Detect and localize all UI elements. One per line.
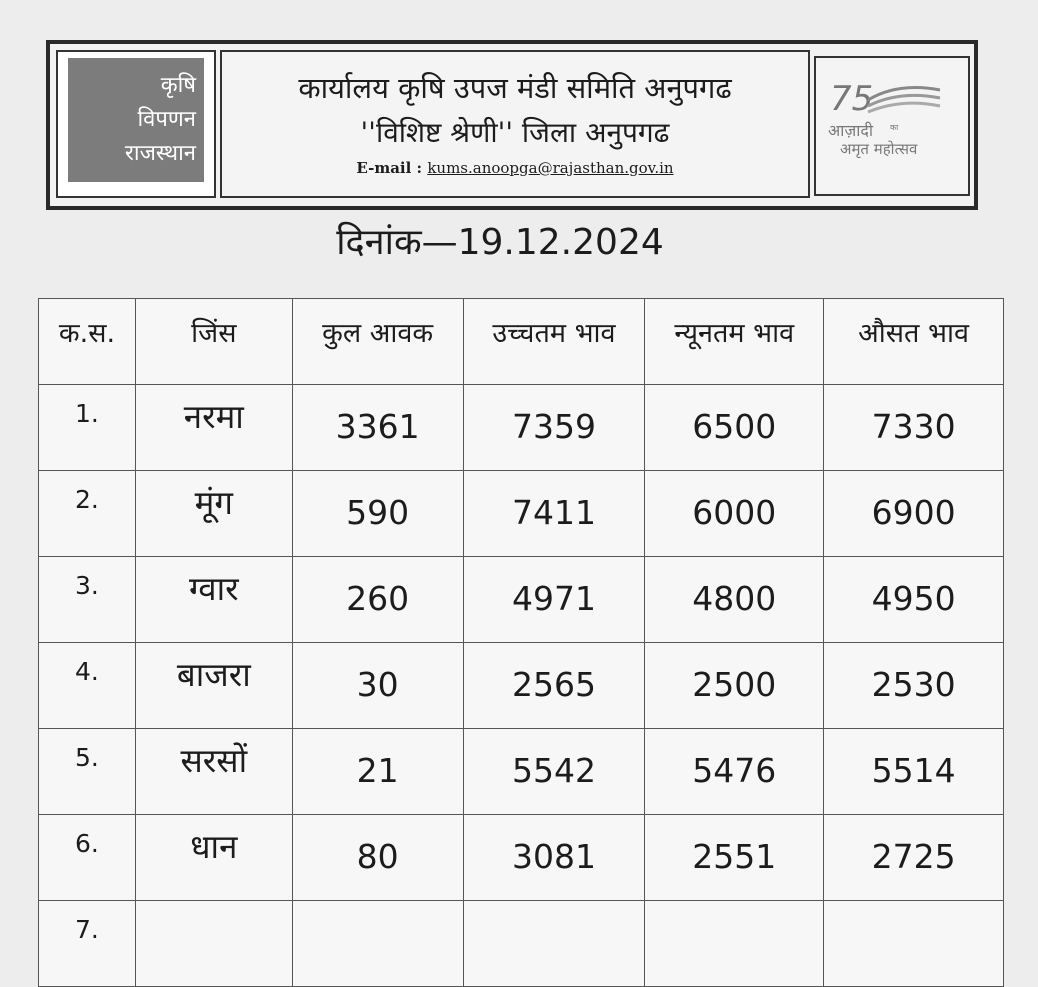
commodity-cell: बाजरा: [135, 643, 292, 729]
commodity-cell: धान: [135, 815, 292, 901]
arrival-cell: 260: [292, 557, 463, 643]
mandi-price-table: [38, 298, 1004, 987]
table-row: [39, 385, 1004, 471]
email-line: [222, 159, 808, 177]
office-title: कार्यालय कृषि उपज मंडी समिति अनुपगढ: [298, 71, 732, 105]
min-price-cell: 2500: [645, 643, 824, 729]
avg-price-cell: [824, 901, 1004, 987]
min-price-cell: 4800: [645, 557, 824, 643]
avg-price-cell: 6900: [824, 471, 1004, 557]
serial-cell: 5.: [39, 729, 136, 815]
svg-text:आज़ादी: आज़ादी: [828, 121, 874, 140]
min-price-cell: 6500: [645, 385, 824, 471]
svg-text:का: का: [890, 123, 899, 132]
commodity-cell: ग्वार: [135, 557, 292, 643]
arrival-cell: 80: [292, 815, 463, 901]
max-price-cell: 3081: [463, 815, 645, 901]
arrival-cell: [292, 901, 463, 987]
table-row: [39, 729, 1004, 815]
office-title-box: [220, 50, 810, 198]
max-price-cell: 7411: [463, 471, 645, 557]
serial-cell: 3.: [39, 557, 136, 643]
commodity-cell: [135, 901, 292, 987]
arrival-cell: 21: [292, 729, 463, 815]
serial-cell: 1.: [39, 385, 136, 471]
logo-text-line2: विपणन: [137, 107, 196, 132]
avg-price-cell: 2530: [824, 643, 1004, 729]
arrival-cell: 30: [292, 643, 463, 729]
avg-price-cell: 2725: [824, 815, 1004, 901]
serial-cell: 2.: [39, 471, 136, 557]
max-price-cell: 4971: [463, 557, 645, 643]
header-min-price: न्यूनतम भाव: [645, 299, 824, 385]
min-price-cell: 6000: [645, 471, 824, 557]
header-serial: क.स.: [39, 299, 136, 385]
avg-price-cell: 4950: [824, 557, 1004, 643]
report-date: दिनांक—19.12.2024: [336, 222, 664, 263]
azadi-ka-amrit-mahotsav-logo: [814, 56, 970, 196]
logo-text-line3: राजस्थान: [124, 141, 196, 166]
commodity-cell: मूंग: [135, 471, 292, 557]
amrit-mahotsav-emblem-icon: [828, 72, 958, 182]
table-row: [39, 557, 1004, 643]
office-category: ''विशिष्ट श्रेणी'' जिला अनुपगढ: [360, 116, 670, 149]
header-total-arrival: कुल आवक: [292, 299, 463, 385]
min-price-cell: 2551: [645, 815, 824, 901]
header-avg-price: औसत भाव: [824, 299, 1004, 385]
avg-price-cell: 7330: [824, 385, 1004, 471]
svg-text:75: 75: [830, 79, 874, 119]
serial-cell: 6.: [39, 815, 136, 901]
arrival-cell: 3361: [292, 385, 463, 471]
header-commodity: जिंस: [135, 299, 292, 385]
table-header-row: [39, 299, 1004, 385]
max-price-cell: 5542: [463, 729, 645, 815]
avg-price-cell: 5514: [824, 729, 1004, 815]
header-max-price: उच्चतम भाव: [463, 299, 645, 385]
letterhead: [46, 40, 978, 210]
table-row: [39, 643, 1004, 729]
serial-cell: 7.: [39, 901, 136, 987]
serial-cell: 4.: [39, 643, 136, 729]
svg-text:अमृत महोत्सव: अमृत महोत्सव: [840, 140, 918, 158]
commodity-cell: नरमा: [135, 385, 292, 471]
max-price-cell: 2565: [463, 643, 645, 729]
table-row: [39, 471, 1004, 557]
max-price-cell: 7359: [463, 385, 645, 471]
email-link[interactable]: kums.anoopga@rajasthan.gov.in: [427, 159, 674, 177]
logo-text-line1: कृषि: [160, 73, 196, 98]
logo-panel: [68, 58, 204, 182]
email-label: E-mail :: [356, 159, 423, 177]
min-price-cell: 5476: [645, 729, 824, 815]
table-row: [39, 815, 1004, 901]
krishi-vipanan-logo: [56, 50, 216, 198]
max-price-cell: [463, 901, 645, 987]
commodity-cell: सरसों: [135, 729, 292, 815]
table-row: [39, 901, 1004, 987]
arrival-cell: 590: [292, 471, 463, 557]
min-price-cell: [645, 901, 824, 987]
